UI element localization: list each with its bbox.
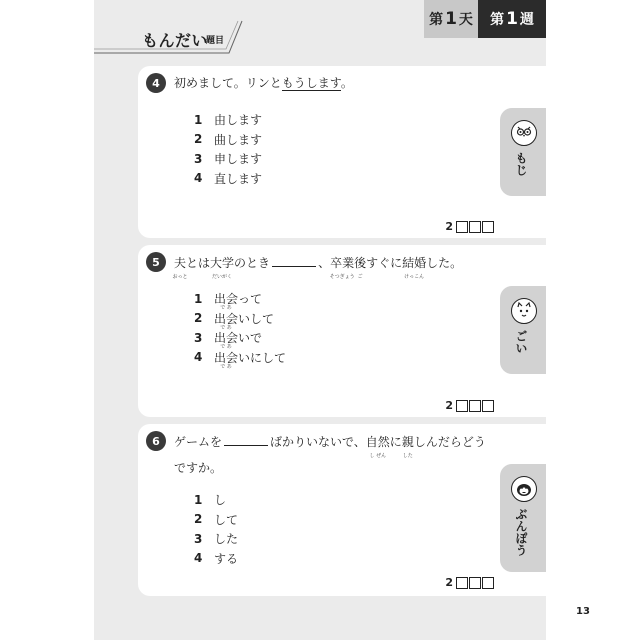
option-4[interactable]	[194, 549, 238, 569]
option-text: 申します	[214, 152, 263, 167]
owl-icon	[511, 120, 537, 146]
option-number: 1	[194, 492, 203, 507]
answer-label: 2	[445, 576, 453, 589]
question-text-part: すぐに	[366, 256, 403, 270]
ruby-word	[365, 434, 390, 459]
option-2[interactable]	[194, 510, 238, 530]
option-3[interactable]	[194, 328, 286, 351]
question-text-part: 。	[340, 76, 353, 90]
option-text: した	[214, 532, 239, 547]
ruby-word	[172, 255, 188, 280]
answer-box[interactable]	[482, 577, 494, 589]
furigana: で あ	[220, 344, 232, 351]
option-2[interactable]	[194, 309, 286, 329]
category-tab-moji	[500, 108, 546, 196]
furigana: で あ	[220, 305, 232, 312]
kanji: 出会	[214, 350, 239, 365]
kanji: 夫	[174, 256, 187, 270]
option-text	[214, 349, 287, 370]
option-tail: いにして	[238, 350, 287, 365]
option-list	[194, 110, 262, 188]
furigana: おっと	[172, 274, 188, 280]
question-text	[174, 75, 353, 91]
question-card-6	[138, 424, 546, 596]
option-number: 3	[194, 531, 203, 546]
ruby-word	[401, 434, 414, 459]
option-number: 1	[194, 291, 203, 306]
answer-label: 2	[445, 399, 453, 412]
option-tail: って	[238, 292, 263, 307]
question-text-part: ゲームを	[174, 435, 223, 449]
option-text	[214, 329, 263, 351]
question-text-part: 初めまして。リンと	[174, 76, 282, 90]
question-number: 4	[146, 73, 166, 93]
week-prefix: 第	[490, 12, 505, 28]
answer-label: 2	[445, 220, 453, 233]
question-text-part: のとき	[234, 256, 271, 270]
question-text-part: した。	[426, 256, 463, 270]
option-number: 2	[194, 311, 203, 326]
option-number: 4	[194, 350, 203, 365]
option-4[interactable]	[194, 348, 286, 368]
kanji: 親	[401, 435, 414, 449]
day-indicator	[424, 0, 478, 38]
answer-box[interactable]	[456, 221, 468, 233]
option-list	[194, 289, 287, 370]
option-text: 曲します	[214, 132, 263, 147]
day-prefix: 第	[429, 12, 444, 28]
option-3[interactable]	[194, 149, 262, 169]
answer-box[interactable]	[482, 400, 494, 412]
category-label: ごい	[514, 330, 528, 354]
week-number: 1	[506, 9, 518, 29]
kanji: 自然	[365, 435, 390, 449]
option-tail: いで	[238, 331, 263, 346]
ruby-word	[329, 255, 355, 280]
option-1[interactable]	[194, 490, 238, 510]
category-label: ぶんぽう	[514, 508, 528, 556]
workbook-page	[94, 0, 590, 640]
furigana: し ぜん	[369, 453, 387, 459]
section-subtitle: 題目	[206, 36, 225, 46]
option-number: 3	[194, 330, 203, 345]
answer-blank	[224, 433, 268, 446]
option-2[interactable]	[194, 130, 262, 150]
option-3[interactable]	[194, 529, 238, 549]
question-number: 6	[146, 431, 166, 451]
kanji: 後	[354, 256, 367, 270]
furigana: で あ	[220, 324, 232, 331]
furigana: で あ	[220, 363, 232, 370]
question-number: 5	[146, 252, 166, 272]
question-text-part: ばかりいないで、	[270, 435, 366, 449]
option-number: 4	[194, 171, 203, 186]
option-text: する	[214, 551, 239, 566]
question-text-line2: ですか。	[174, 461, 223, 475]
option-number: 3	[194, 151, 203, 166]
kanji: 卒業	[330, 256, 355, 270]
day-suffix: 天	[458, 12, 473, 28]
option-number: 4	[194, 551, 203, 566]
question-text-part: とは	[186, 256, 211, 270]
answer-box[interactable]	[456, 400, 468, 412]
answer-box[interactable]	[469, 221, 481, 233]
option-tail: いして	[238, 311, 275, 326]
week-indicator	[478, 0, 546, 38]
answer-boxes	[445, 220, 494, 233]
ruby-word	[402, 255, 427, 280]
question-text-part: に	[389, 435, 402, 449]
answer-box[interactable]	[469, 577, 481, 589]
kanji: 結婚	[402, 256, 427, 270]
question-text	[174, 433, 486, 459]
cat-icon	[511, 298, 537, 324]
option-number: 2	[194, 132, 203, 147]
category-tab-bunpou	[500, 464, 546, 572]
option-1[interactable]	[194, 289, 286, 312]
option-text: して	[214, 512, 239, 527]
answer-blank	[272, 254, 316, 267]
kanji: 出会	[214, 311, 239, 326]
category-tab-goi	[500, 286, 546, 374]
question-text	[172, 254, 463, 280]
answer-box[interactable]	[469, 400, 481, 412]
answer-box[interactable]	[456, 577, 468, 589]
option-text: し	[214, 493, 227, 508]
furigana: そつぎょう	[329, 274, 355, 280]
day-number: 1	[445, 9, 457, 29]
gorilla-icon	[511, 476, 537, 502]
option-4[interactable]	[194, 169, 262, 189]
option-list	[194, 490, 238, 568]
question-card-5	[138, 245, 546, 417]
option-number: 1	[194, 112, 203, 127]
question-text-part: 、	[318, 256, 331, 270]
answer-box[interactable]	[482, 221, 494, 233]
option-1[interactable]	[194, 110, 262, 130]
page-number: 13	[576, 606, 590, 617]
ruby-word	[354, 255, 367, 280]
furigana: だいがく	[212, 274, 233, 280]
answer-boxes	[445, 576, 494, 589]
option-text	[214, 310, 275, 331]
kanji: 大学	[210, 256, 235, 270]
option-number: 2	[194, 512, 203, 527]
question-text-part: しんだらどう	[413, 435, 486, 449]
kanji: 出会	[214, 292, 239, 307]
kanji: 出会	[214, 331, 239, 346]
option-text	[214, 290, 263, 312]
furigana: けっこん	[404, 274, 425, 280]
underlined-word: もうします	[281, 76, 341, 90]
category-label: もじ	[514, 152, 528, 176]
furigana: ご	[357, 274, 363, 280]
question-card-4	[138, 66, 546, 238]
section-title: もんだい	[142, 31, 209, 50]
option-text: 直します	[214, 171, 263, 186]
week-suffix: 週	[519, 12, 534, 28]
ruby-word	[210, 255, 235, 280]
answer-boxes	[445, 399, 494, 412]
furigana: した	[402, 453, 413, 459]
option-text: 由します	[214, 113, 263, 128]
section-header	[94, 17, 244, 57]
